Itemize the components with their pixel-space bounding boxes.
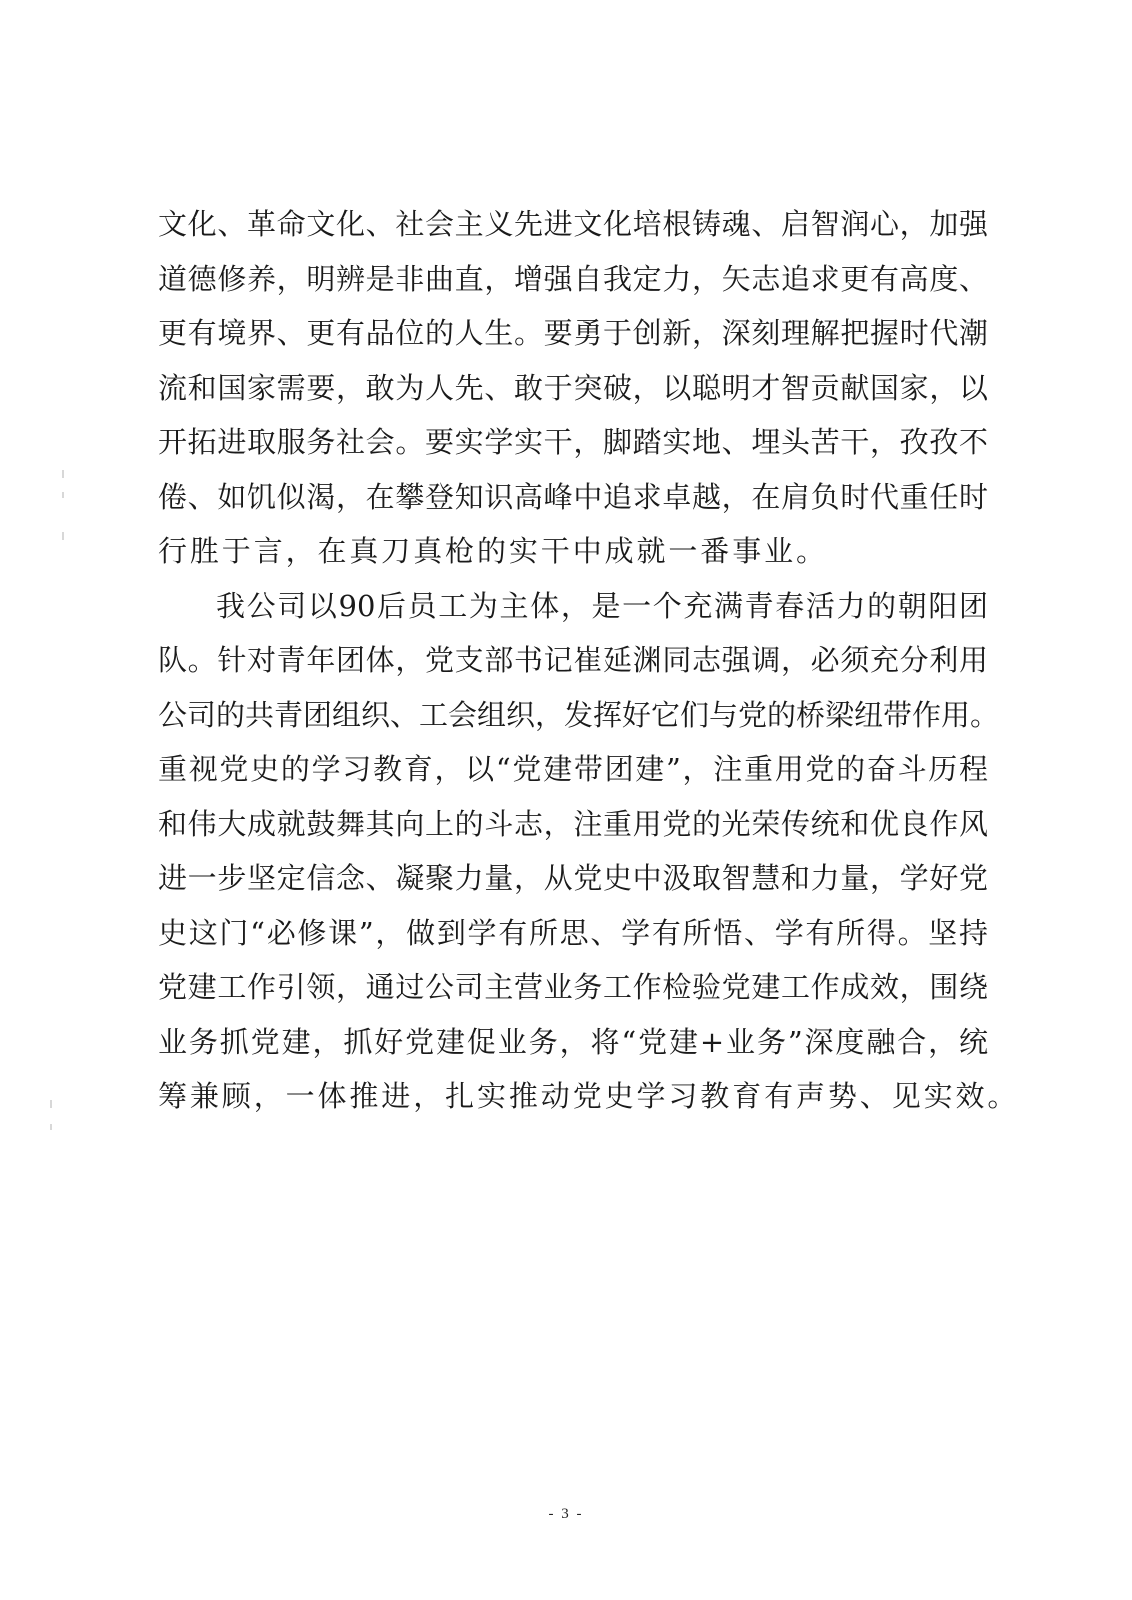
text-line: 史这门“必修课”，做到学有所思、学有所悟、学有所得。坚持: [158, 915, 988, 950]
text-line: 流和国家需要，敢为人先、敢于突破，以聪明才智贡献国家，以: [158, 370, 988, 405]
text-line-indented: 我公司以90后员工为主体，是一个充满青春活力的朝阳团: [216, 588, 988, 623]
scan-margin-mark: [50, 1124, 52, 1130]
text-line: 公司的共青团组织、工会组织，发挥好它们与党的桥梁纽带作用。: [158, 697, 1000, 732]
scan-margin-mark: [62, 470, 64, 478]
paragraph-1: [158, 197, 988, 579]
text-line: 和伟大成就鼓舞其向上的斗志，注重用党的光荣传统和优良作风: [158, 806, 988, 841]
text-line: 更有境界、更有品位的人生。要勇于创新，深刻理解把握时代潮: [158, 316, 988, 350]
text-line: 文化、革命文化、社会主义先进文化培根铸魂、启智润心，加强: [158, 207, 988, 241]
text-line: 行胜于言，在真刀真枪的实干中成就一番事业。: [158, 534, 828, 568]
text-line: 倦、如饥似渴，在攀登知识高峰中追求卓越，在肩负时代重任时: [158, 479, 988, 514]
text-line: 党建工作引领，通过公司主营业务工作检验党建工作成效，围绕: [158, 970, 988, 1004]
scan-margin-mark: [50, 1100, 52, 1108]
scan-margin-mark: [62, 492, 64, 498]
text-line: 队。针对青年团体，党支部书记崔延渊同志强调，必须充分利用: [158, 643, 988, 677]
paragraph-2: [158, 579, 1020, 1124]
text-line: 进一步坚定信念、凝聚力量，从党史中汲取智慧和力量，学好党: [158, 861, 988, 895]
text-line: 筹兼顾，一体推进，扎实推动党史学习教育有声势、见实效。: [158, 1079, 1020, 1113]
text-line: 开拓进取服务社会。要实学实干，脚踏实地、埋头苦干，孜孜不: [158, 425, 988, 459]
body-text: [158, 197, 1020, 1124]
scan-margin-mark: [62, 532, 64, 540]
text-line: 重视党史的学习教育，以“党建带团建”，注重用党的奋斗历程: [158, 752, 988, 786]
page-number: - 3 -: [548, 1506, 584, 1522]
text-line: 道德修养，明辨是非曲直，增强自我定力，矢志追求更有高度、: [158, 261, 988, 296]
text-line: 业务抓党建，抓好党建促业务，将“党建+业务”深度融合，统: [158, 1024, 988, 1059]
